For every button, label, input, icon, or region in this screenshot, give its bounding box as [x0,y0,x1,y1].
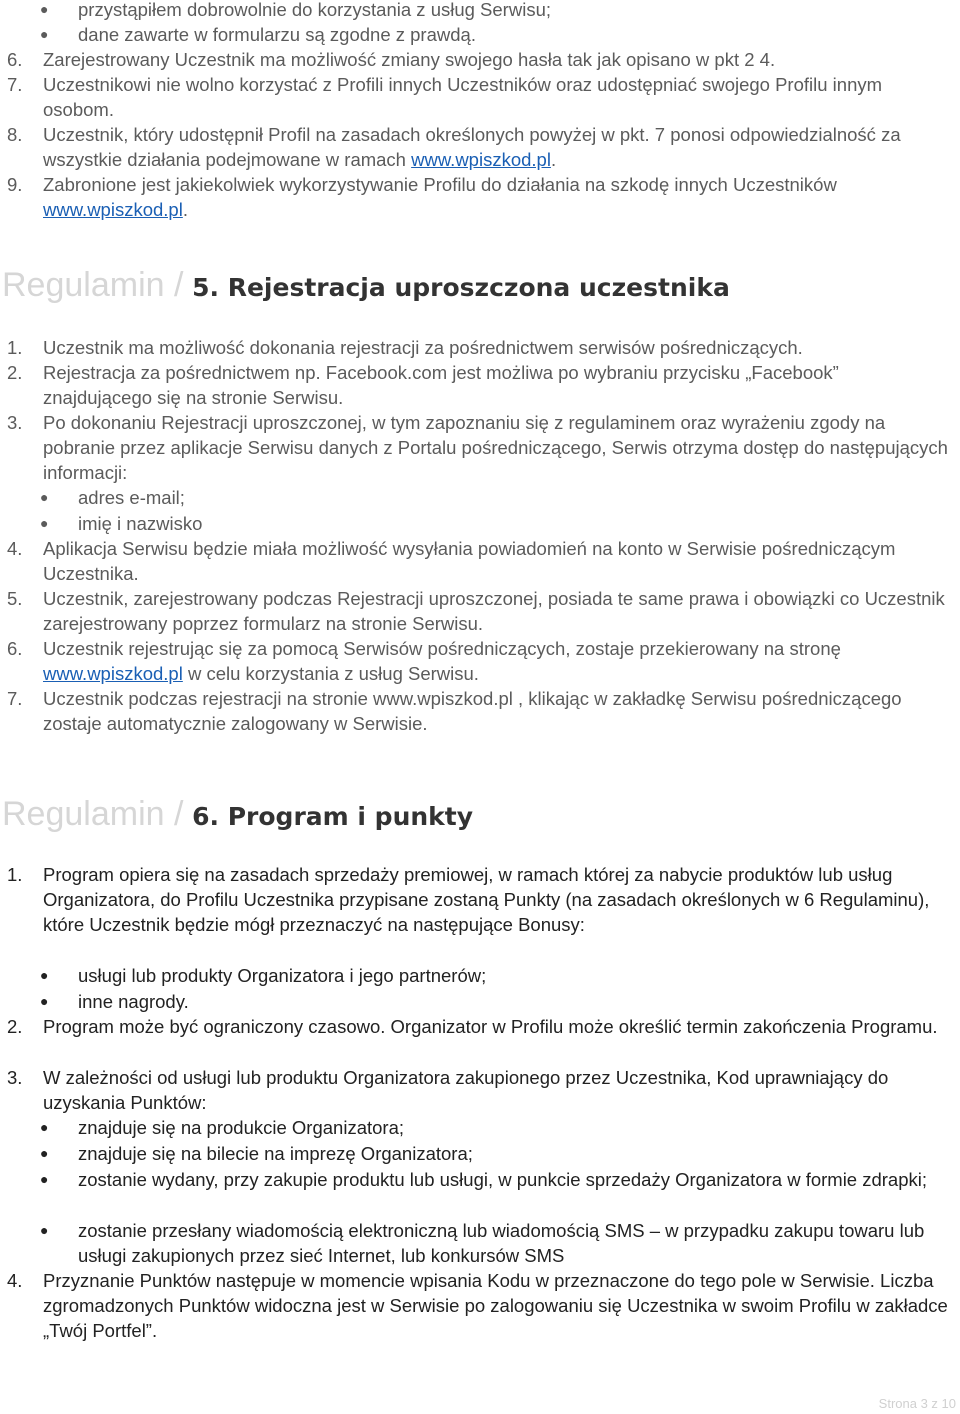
item-text-wrap [43,172,948,222]
regulamin-label: Regulamin / [2,266,184,304]
bullet-text: inne nagrody. [78,991,189,1012]
section-title: 5. Rejestracja uproszczona uczestnika [183,273,730,302]
bullet-text: dane zawarte w formularzu są zgodne z prawdą. [78,24,476,45]
page-footer: Strona 3 z 10 [878,1396,956,1411]
bullet-text: zostanie wydany, przy zakupie produktu lub usługi, w punkcie sprzedaży Organizatora w formie zdrapki; [78,1169,928,1190]
item-number: 2. [7,362,23,383]
item-number: 1. [7,864,23,885]
item-text-end: . [550,149,557,170]
item-text: Uczestnik podczas rejestracji na stronie www.wpiszkod.pl , klikając w zakładkę Serwisu pośredniczącego zostaje automatycznie zalogowany w Serwisie. [43,688,902,734]
item-number: 8. [7,124,23,145]
item-number: 7. [7,74,23,95]
item-number: 1. [7,337,23,358]
section-heading [2,795,473,834]
bullet-icon: ● [40,1171,49,1187]
item-text: Uczestnik, zarejestrowany podczas Rejestracji uproszczonej, posiada te same prawa i obowiązki co Uczestnik zarejestrowany poprzez formularz na stronie Serwisu. [43,588,945,634]
bullet-icon: ● [40,993,49,1009]
item-number: 7. [7,688,23,709]
item-number: 5. [7,588,23,609]
bullet-icon: ● [40,515,49,531]
item-number: 3. [7,412,23,433]
bullet-icon: ● [40,489,49,505]
item-text: Aplikacja Serwisu będzie miała możliwość wysyłania powiadomień na konto w Serwisie pośredniczącym Uczestnika. [43,538,896,584]
item-text: W zależności od usługi lub produktu Organizatora zakupionego przez Uczestnika, Kod uprawniający do uzyskania Punktów: [43,1067,889,1113]
item-text-wrap [43,636,948,686]
item-text-wrap [43,122,948,172]
bullet-text: znajduje się na bilecie na imprezę Organizatora; [78,1143,473,1164]
bullet-icon: ● [40,1,49,17]
item-text: Po dokonaniu Rejestracji uproszczonej, w tym zapoznaniu się z regulaminem oraz wyrażeniu zgody na pobranie przez aplikacje Serwisu danych z Portalu pośredniczącego, Serwis otrzyma dostęp do następujących informacji: [43,412,948,483]
item-number: 9. [7,174,23,195]
item-number: 2. [7,1016,23,1037]
item-text: Uczestnik ma możliwość dokonania rejestracji za pośrednictwem serwisów pośredniczących. [43,337,803,358]
bullet-icon: ● [40,967,49,983]
section-heading [2,266,730,305]
bullet-text: usługi lub produkty Organizatora i jego partnerów; [78,965,487,986]
bullet-text: adres e-mail; [78,487,185,508]
bullet-text: przystąpiłem dobrowolnie do korzystania z usług Serwisu; [78,0,551,20]
item-text: Przyznanie Punktów następuje w momencie wpisania Kodu w przeznaczone do tego pole w Serwisie. Liczba zgromadzonych Punktów widoczna jest w Serwisie po zalogowaniu się Uczestnika w swoim Profilu w zakładce „Twój Portfel”. [43,1270,948,1341]
wpiszkod-link[interactable]: www.wpiszkod.pl [43,199,183,220]
bullet-text: znajduje się na produkcie Organizatora; [78,1117,404,1138]
bullet-icon: ● [40,26,49,42]
item-text: Program opiera się na zasadach sprzedaży premiowej, w ramach której za nabycie produktów lub usług Organizatora, do Profilu Uczestnika przypisane zostaną Punkty (na zasadach określonych w 6 Regulaminu), które Uczestnik będzie mógł przeznaczyć na następujące Bonusy: [43,864,930,935]
wpiszkod-link[interactable]: www.wpiszkod.pl [43,663,183,684]
item-text-end: . [182,199,188,220]
bullet-icon: ● [40,1222,49,1238]
item-text: Rejestracja za pośrednictwem np. Facebook.com jest możliwa po wybraniu przycisku „Facebook” znajdującego się na stronie Serwisu. [43,362,839,408]
bullet-text: imię i nazwisko [78,513,203,534]
item-text: Uczestnik, który udostępnił Profil na zasadach określonych powyżej w pkt. 7 ponosi odpowiedzialność za wszystkie działania podejmowane w ramach [43,124,901,170]
item-number: 6. [7,638,23,659]
bullet-text: zostanie przesłany wiadomością elektroniczną lub wiadomością SMS – w przypadku zakupu towaru lub usługi zakupionych przez sieć Internet, lub konkursów SMS [78,1220,925,1266]
item-number: 3. [7,1067,23,1088]
item-number: 4. [7,538,23,559]
item-text: Program może być ograniczony czasowo. Organizator w Profilu może określić termin zakończenia Programu. [43,1016,938,1037]
item-number: 6. [7,49,23,70]
item-text-end: w celu korzystania z usług Serwisu. [182,663,479,684]
bullet-icon: ● [40,1119,49,1135]
section-title: 6. Program i punkty [183,802,474,831]
item-text: Zarejestrowany Uczestnik ma możliwość zmiany swojego hasła tak jak opisano w pkt 2 4. [43,49,776,70]
regulamin-label: Regulamin / [2,795,184,833]
item-text: Uczestnikowi nie wolno korzystać z Profili innych Uczestników oraz udostępniać swojego Profilu innym osobom. [43,74,883,120]
bullet-icon: ● [40,1145,49,1161]
wpiszkod-link[interactable]: www.wpiszkod.pl [411,149,551,170]
item-text: Zabronione jest jakiekolwiek wykorzystywanie Profilu do działania na szkodę innych Uczestników [43,174,837,195]
item-text: Uczestnik rejestrując się za pomocą Serwisów pośredniczących, zostaje przekierowany na stronę [43,638,841,659]
item-number: 4. [7,1270,23,1291]
